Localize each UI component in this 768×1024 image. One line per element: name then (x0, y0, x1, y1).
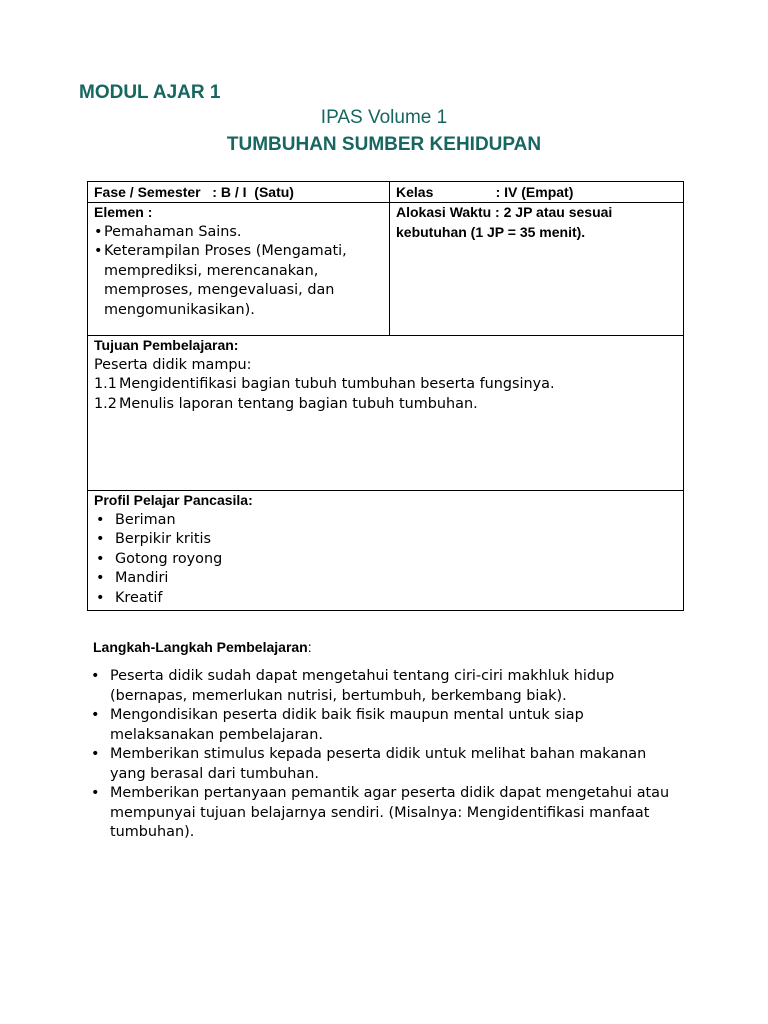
langkah-title: Langkah-Langkah Pembelajaran (93, 639, 308, 655)
subject-title: IPAS Volume 1 (320, 107, 448, 128)
module-title: MODUL AJAR 1 (79, 82, 221, 103)
profil-label: Profil Pelajar Pancasila: (94, 492, 253, 508)
list-item: • Gotong royong (94, 550, 677, 570)
table-row (88, 491, 684, 611)
list-item: • Mengondisikan peserta didik baik fisik maupun mental untuk siap melaksanakan pembelajaran. (91, 706, 671, 745)
elemen-cell (88, 203, 390, 336)
profil-cell (88, 491, 684, 611)
list-item: • Keterampilan Proses (Mengamati, memprediksi, merencanakan, memproses, mengevaluasi, dan mengomunikasikan). (94, 242, 383, 320)
elemen-list (94, 223, 383, 321)
tujuan-list (94, 375, 677, 414)
item-number: 1.2 (94, 395, 117, 412)
topic-title: TUMBUHAN SUMBER KEHIDUPAN (226, 134, 542, 155)
fase-semester: Fase / Semester : B / I (Satu) (94, 184, 294, 200)
list-item: • Memberikan pertanyaan pemantik agar peserta didik dapat mengetahui atau mempunyai tujuan belajarnya sendiri. (Misalnya: Mengidentifikasi manfaat tumbuhan). (91, 784, 671, 843)
langkah-colon: : (307, 639, 312, 655)
profil-list (94, 511, 677, 609)
module-info-table (87, 181, 684, 611)
tujuan-intro: Peserta didik mampu: (94, 356, 252, 373)
item-number: 1.1 (94, 376, 117, 392)
list-item: • Mandiri (94, 569, 677, 589)
list-item: • Berpikir kritis (94, 530, 677, 550)
item-text: Menulis laporan tentang bagian tubuh tumbuhan. (119, 395, 478, 412)
tujuan-cell (88, 336, 684, 491)
elemen-label: Elemen : (94, 204, 153, 220)
langkah-list (91, 667, 671, 843)
table-row (88, 182, 684, 203)
tujuan-label: Tujuan Pembelajaran: (94, 337, 239, 353)
list-item: • Beriman (94, 511, 677, 531)
kelas: Kelas : IV (Empat) (396, 184, 574, 200)
list-item: • Pemahaman Sains. (94, 223, 383, 243)
table-row (88, 203, 684, 336)
list-item: • Kreatif (94, 589, 677, 609)
langkah-heading (93, 639, 312, 655)
alokasi-waktu: Alokasi Waktu : 2 JP atau sesuai kebutuhan (1 JP = 35 menit). (396, 204, 613, 240)
kelas-cell (390, 182, 684, 203)
item-text: Mengidentifikasi bagian tubuh tumbuhan beserta fungsinya. (119, 376, 555, 392)
list-item (94, 375, 677, 395)
alokasi-cell (390, 203, 684, 336)
list-item: • Memberikan stimulus kepada peserta didik untuk melihat bahan makanan yang berasal dari tumbuhan. (91, 745, 671, 784)
fase-cell (88, 182, 390, 203)
table-row (88, 336, 684, 491)
list-item (94, 395, 677, 415)
list-item: • Peserta didik sudah dapat mengetahui tentang ciri-ciri makhluk hidup (bernapas, memerlukan nutrisi, bertumbuh, berkembang biak). (91, 667, 671, 706)
